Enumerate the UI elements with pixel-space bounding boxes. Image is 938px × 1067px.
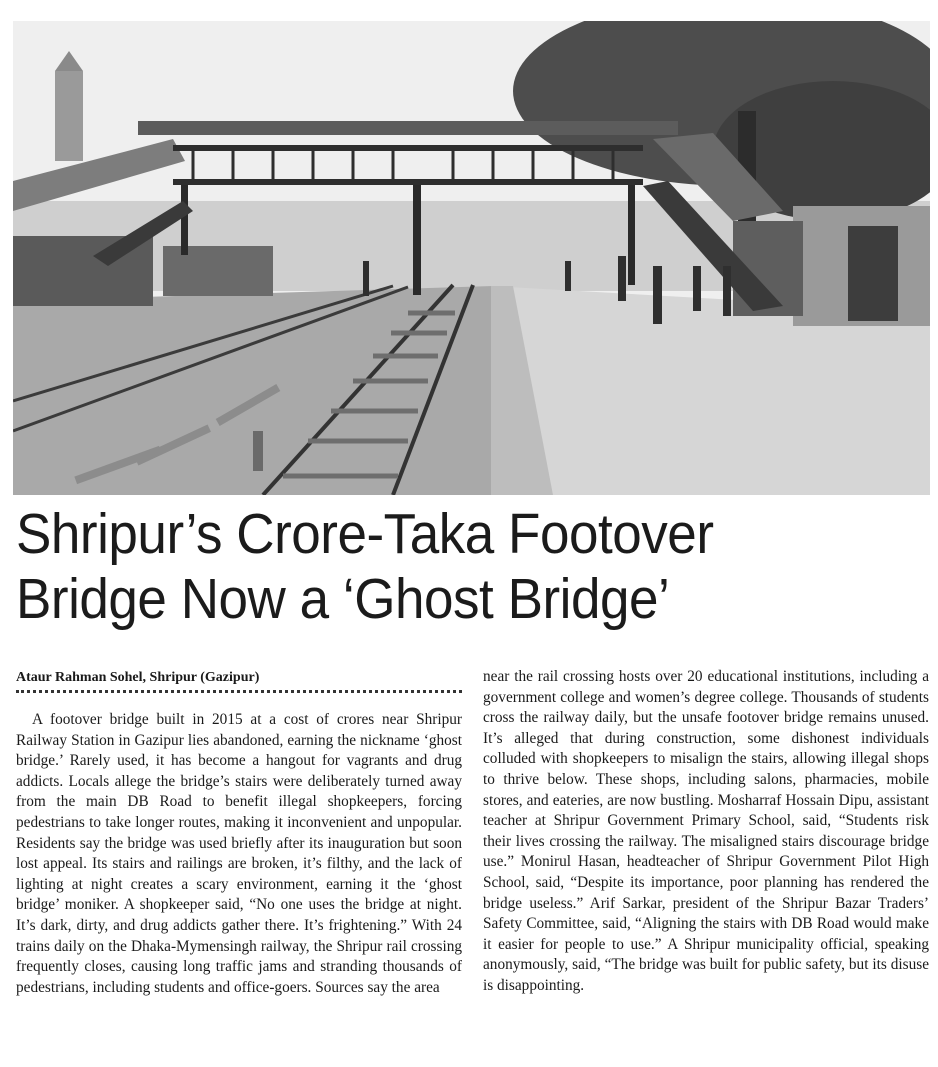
footover-bridge-photo — [13, 21, 930, 495]
headline-line-2: Bridge Now a ‘Ghost Bridge’ — [16, 567, 670, 631]
headline-line-1: Shripur’s Crore-Taka Footover — [16, 502, 714, 566]
article-photo — [13, 21, 930, 495]
byline: Ataur Rahman Sohel, Shripur (Gazipur) — [16, 670, 260, 685]
byline-divider — [16, 690, 462, 693]
article-headline — [16, 502, 862, 632]
article-body-column-left: A footover bridge built in 2015 at a cost of crores near Shripur Railway Station in Gazipur lies abandoned, earning the nickname ‘ghost bridge.’ Rarely used, it has become a hangout for vagrants and drug addicts. Locals allege the bridge’s stairs were deliberately turned away from the main DB Road to benefit illegal shopkeepers, forcing pedestrians to take longer routes, making it inconvenient and unpopular. Residents say the bridge was used briefly after its inauguration but soon lost appeal. Its stairs and railings are broken, it’s filthy, and the lack of lighting at night creates a scary environment, earning it the ‘ghost bridge’ moniker. A shopkeeper said, “No one uses the bridge at night. It’s dark, dirty, and drug addicts gather there. It’s frightening.” With 24 trains daily on the Dhaka-Mymensingh railway, the Shripur rail crossing frequently closes, causing long traffic jams and stranding thousands of pedestrians, including students and office-goers. Sources say the area — [16, 711, 462, 996]
article-body-column-right: near the rail crossing hosts over 20 educational institutions, including a government college and women’s degree college. Thousands of students cross the railway daily, but the unsafe footover bridge remains unused. It’s alleged that during construction, some dishonest individuals colluded with shopkeepers to misalign the stairs, allowing illegal shops to thrive below. These shops, including salons, pharmacies, mobile stores, and eateries, are now bustling. Mosharraf Hossain Dipu, assistant teacher at Shripur Government Primary School, said, “Students risk their lives crossing the railway. The misaligned stairs discourage bridge use.” Monirul Hasan, headteacher of Shripur Government Pilot High School, said, “Despite its importance, poor planning has rendered the bridge useless.” Arif Sarkar, president of the Shripur Bazar Traders’ Safety Committee, said, “Aligning the stairs with DB Road would make it easier for people to use.” A Shripur municipality official, speaking anonymously, said, “The bridge was built for public safety, but its disuse is disappointing. — [483, 668, 929, 994]
